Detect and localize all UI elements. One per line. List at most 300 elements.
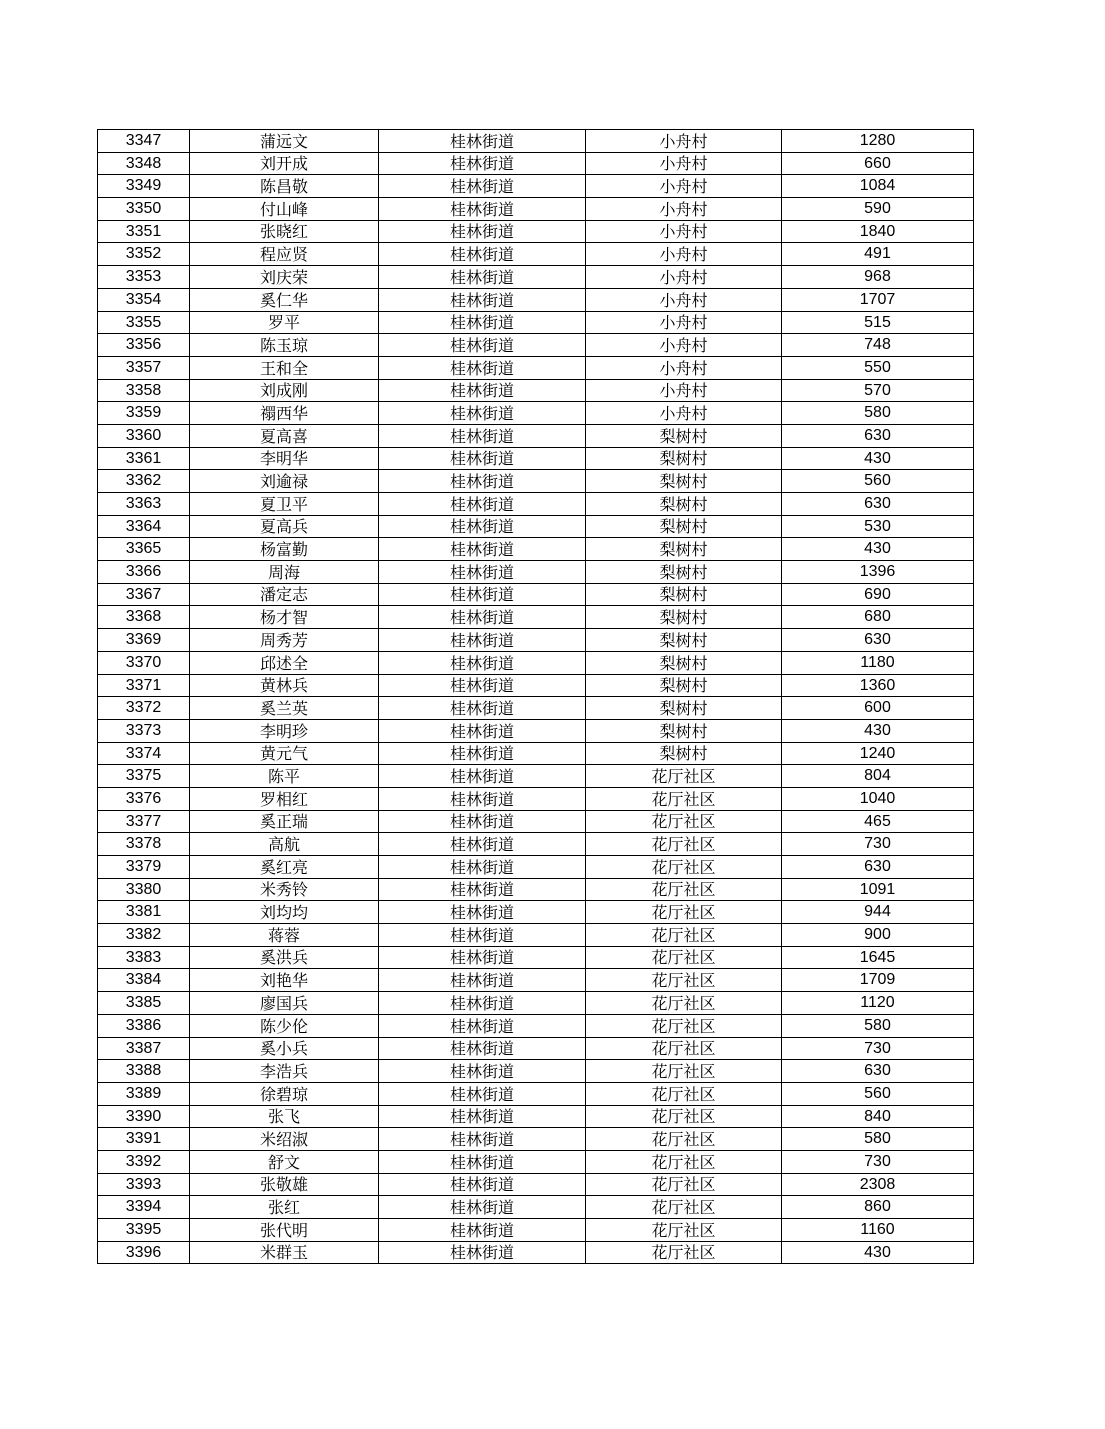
person-name-cell: 蒋蓉 — [190, 924, 379, 947]
row-number-cell: 3366 — [98, 561, 190, 584]
village-cell: 梨树村 — [586, 447, 782, 470]
amount-cell: 580 — [782, 1014, 974, 1037]
street-cell: 桂林街道 — [379, 130, 586, 153]
table-row — [98, 356, 974, 379]
amount-cell: 968 — [782, 266, 974, 289]
amount-cell: 560 — [782, 1082, 974, 1105]
person-name-cell: 张飞 — [190, 1105, 379, 1128]
person-name-cell: 陈玉琼 — [190, 334, 379, 357]
table-row — [98, 220, 974, 243]
amount-cell: 730 — [782, 1037, 974, 1060]
person-name-cell: 夏高兵 — [190, 515, 379, 538]
village-cell: 梨树村 — [586, 583, 782, 606]
amount-cell: 580 — [782, 402, 974, 425]
row-number-cell: 3390 — [98, 1105, 190, 1128]
village-cell: 小舟村 — [586, 288, 782, 311]
person-name-cell: 王和全 — [190, 356, 379, 379]
amount-cell: 730 — [782, 833, 974, 856]
row-number-cell: 3357 — [98, 356, 190, 379]
street-cell: 桂林街道 — [379, 243, 586, 266]
amount-cell: 690 — [782, 583, 974, 606]
table-row — [98, 1037, 974, 1060]
person-name-cell: 米绍淑 — [190, 1128, 379, 1151]
street-cell: 桂林街道 — [379, 1037, 586, 1060]
village-cell: 花厅社区 — [586, 787, 782, 810]
table-row — [98, 651, 974, 674]
amount-cell: 1160 — [782, 1219, 974, 1242]
person-name-cell: 黄林兵 — [190, 674, 379, 697]
person-name-cell: 邱述全 — [190, 651, 379, 674]
person-name-cell: 付山峰 — [190, 198, 379, 221]
street-cell: 桂林街道 — [379, 1196, 586, 1219]
table-row — [98, 175, 974, 198]
row-number-cell: 3388 — [98, 1060, 190, 1083]
row-number-cell: 3376 — [98, 787, 190, 810]
row-number-cell: 3352 — [98, 243, 190, 266]
table-row — [98, 198, 974, 221]
table-row — [98, 878, 974, 901]
street-cell: 桂林街道 — [379, 288, 586, 311]
street-cell: 桂林街道 — [379, 674, 586, 697]
amount-cell: 680 — [782, 606, 974, 629]
street-cell: 桂林街道 — [379, 1219, 586, 1242]
amount-cell: 430 — [782, 538, 974, 561]
village-cell: 花厅社区 — [586, 1014, 782, 1037]
person-name-cell: 潘定志 — [190, 583, 379, 606]
street-cell: 桂林街道 — [379, 266, 586, 289]
village-cell: 花厅社区 — [586, 1060, 782, 1083]
table-row — [98, 515, 974, 538]
table-row — [98, 1082, 974, 1105]
amount-cell: 580 — [782, 1128, 974, 1151]
amount-cell: 1840 — [782, 220, 974, 243]
village-cell: 花厅社区 — [586, 810, 782, 833]
row-number-cell: 3351 — [98, 220, 190, 243]
row-number-cell: 3370 — [98, 651, 190, 674]
table-row — [98, 379, 974, 402]
street-cell: 桂林街道 — [379, 175, 586, 198]
amount-cell: 550 — [782, 356, 974, 379]
village-cell: 梨树村 — [586, 629, 782, 652]
street-cell: 桂林街道 — [379, 946, 586, 969]
person-name-cell: 李浩兵 — [190, 1060, 379, 1083]
table-row — [98, 833, 974, 856]
street-cell: 桂林街道 — [379, 538, 586, 561]
person-name-cell: 陈昌敬 — [190, 175, 379, 198]
amount-cell: 630 — [782, 424, 974, 447]
table-row — [98, 1196, 974, 1219]
person-name-cell: 刘逾禄 — [190, 470, 379, 493]
village-cell: 小舟村 — [586, 311, 782, 334]
amount-cell: 560 — [782, 470, 974, 493]
village-cell: 小舟村 — [586, 198, 782, 221]
village-cell: 梨树村 — [586, 719, 782, 742]
table-row — [98, 1173, 974, 1196]
street-cell: 桂林街道 — [379, 1060, 586, 1083]
table-row — [98, 946, 974, 969]
village-cell: 梨树村 — [586, 697, 782, 720]
village-cell: 梨树村 — [586, 674, 782, 697]
row-number-cell: 3358 — [98, 379, 190, 402]
amount-cell: 600 — [782, 697, 974, 720]
amount-cell: 570 — [782, 379, 974, 402]
row-number-cell: 3369 — [98, 629, 190, 652]
person-name-cell: 廖国兵 — [190, 992, 379, 1015]
street-cell: 桂林街道 — [379, 447, 586, 470]
village-cell: 花厅社区 — [586, 924, 782, 947]
row-number-cell: 3394 — [98, 1196, 190, 1219]
street-cell: 桂林街道 — [379, 493, 586, 516]
village-cell: 花厅社区 — [586, 969, 782, 992]
table-row — [98, 470, 974, 493]
table-row — [98, 1105, 974, 1128]
village-cell: 小舟村 — [586, 220, 782, 243]
table-row — [98, 152, 974, 175]
street-cell: 桂林街道 — [379, 470, 586, 493]
person-name-cell: 黄元气 — [190, 742, 379, 765]
row-number-cell: 3391 — [98, 1128, 190, 1151]
person-name-cell: 李明华 — [190, 447, 379, 470]
street-cell: 桂林街道 — [379, 1173, 586, 1196]
village-cell: 小舟村 — [586, 243, 782, 266]
amount-cell: 430 — [782, 719, 974, 742]
person-name-cell: 刘庆荣 — [190, 266, 379, 289]
person-name-cell: 徐碧琼 — [190, 1082, 379, 1105]
amount-cell: 860 — [782, 1196, 974, 1219]
table-row — [98, 992, 974, 1015]
street-cell: 桂林街道 — [379, 719, 586, 742]
table-row — [98, 787, 974, 810]
table-row — [98, 288, 974, 311]
street-cell: 桂林街道 — [379, 901, 586, 924]
table-row — [98, 1128, 974, 1151]
village-cell: 小舟村 — [586, 266, 782, 289]
table-row — [98, 266, 974, 289]
amount-cell: 2308 — [782, 1173, 974, 1196]
row-number-cell: 3378 — [98, 833, 190, 856]
village-cell: 梨树村 — [586, 651, 782, 674]
amount-cell: 630 — [782, 493, 974, 516]
table-row — [98, 334, 974, 357]
person-name-cell: 禤西华 — [190, 402, 379, 425]
person-name-cell: 奚小兵 — [190, 1037, 379, 1060]
amount-cell: 1709 — [782, 969, 974, 992]
person-name-cell: 奚红亮 — [190, 856, 379, 879]
person-name-cell: 程应贤 — [190, 243, 379, 266]
row-number-cell: 3368 — [98, 606, 190, 629]
table-row — [98, 243, 974, 266]
amount-cell: 944 — [782, 901, 974, 924]
person-name-cell: 周秀芳 — [190, 629, 379, 652]
person-name-cell: 杨富勤 — [190, 538, 379, 561]
street-cell: 桂林街道 — [379, 651, 586, 674]
table-row — [98, 1060, 974, 1083]
row-number-cell: 3379 — [98, 856, 190, 879]
table-row — [98, 742, 974, 765]
person-name-cell: 奚仁华 — [190, 288, 379, 311]
amount-cell: 1040 — [782, 787, 974, 810]
village-cell: 梨树村 — [586, 424, 782, 447]
village-cell: 梨树村 — [586, 538, 782, 561]
street-cell: 桂林街道 — [379, 787, 586, 810]
village-cell: 梨树村 — [586, 470, 782, 493]
row-number-cell: 3385 — [98, 992, 190, 1015]
amount-cell: 660 — [782, 152, 974, 175]
street-cell: 桂林街道 — [379, 379, 586, 402]
person-name-cell: 张晓红 — [190, 220, 379, 243]
table-row — [98, 606, 974, 629]
person-name-cell: 蒲远文 — [190, 130, 379, 153]
person-name-cell: 刘艳华 — [190, 969, 379, 992]
row-number-cell: 3362 — [98, 470, 190, 493]
row-number-cell: 3374 — [98, 742, 190, 765]
row-number-cell: 3386 — [98, 1014, 190, 1037]
row-number-cell: 3372 — [98, 697, 190, 720]
table-row — [98, 538, 974, 561]
table-row — [98, 810, 974, 833]
amount-cell: 900 — [782, 924, 974, 947]
row-number-cell: 3347 — [98, 130, 190, 153]
person-name-cell: 陈少伦 — [190, 1014, 379, 1037]
amount-cell: 1240 — [782, 742, 974, 765]
amount-cell: 730 — [782, 1150, 974, 1173]
street-cell: 桂林街道 — [379, 810, 586, 833]
amount-cell: 1084 — [782, 175, 974, 198]
village-cell: 花厅社区 — [586, 1037, 782, 1060]
amount-cell: 840 — [782, 1105, 974, 1128]
table-row — [98, 901, 974, 924]
village-cell: 花厅社区 — [586, 901, 782, 924]
person-name-cell: 奚兰英 — [190, 697, 379, 720]
roster-table — [97, 129, 974, 1264]
row-number-cell: 3381 — [98, 901, 190, 924]
amount-cell: 804 — [782, 765, 974, 788]
village-cell: 小舟村 — [586, 379, 782, 402]
table-row — [98, 1150, 974, 1173]
street-cell: 桂林街道 — [379, 515, 586, 538]
row-number-cell: 3373 — [98, 719, 190, 742]
street-cell: 桂林街道 — [379, 334, 586, 357]
table-row — [98, 674, 974, 697]
village-cell: 花厅社区 — [586, 1128, 782, 1151]
amount-cell: 491 — [782, 243, 974, 266]
amount-cell: 1707 — [782, 288, 974, 311]
table-row — [98, 561, 974, 584]
village-cell: 花厅社区 — [586, 1196, 782, 1219]
amount-cell: 515 — [782, 311, 974, 334]
street-cell: 桂林街道 — [379, 583, 586, 606]
table-row — [98, 1219, 974, 1242]
street-cell: 桂林街道 — [379, 924, 586, 947]
person-name-cell: 夏高喜 — [190, 424, 379, 447]
row-number-cell: 3383 — [98, 946, 190, 969]
village-cell: 花厅社区 — [586, 833, 782, 856]
street-cell: 桂林街道 — [379, 1150, 586, 1173]
person-name-cell: 舒文 — [190, 1150, 379, 1173]
amount-cell: 590 — [782, 198, 974, 221]
amount-cell: 630 — [782, 629, 974, 652]
table-row — [98, 765, 974, 788]
row-number-cell: 3355 — [98, 311, 190, 334]
row-number-cell: 3360 — [98, 424, 190, 447]
row-number-cell: 3377 — [98, 810, 190, 833]
village-cell: 花厅社区 — [586, 878, 782, 901]
street-cell: 桂林街道 — [379, 424, 586, 447]
person-name-cell: 米秀铃 — [190, 878, 379, 901]
table-row — [98, 969, 974, 992]
street-cell: 桂林街道 — [379, 220, 586, 243]
street-cell: 桂林街道 — [379, 1105, 586, 1128]
street-cell: 桂林街道 — [379, 198, 586, 221]
row-number-cell: 3364 — [98, 515, 190, 538]
street-cell: 桂林街道 — [379, 606, 586, 629]
table-row — [98, 719, 974, 742]
table-row — [98, 447, 974, 470]
amount-cell: 465 — [782, 810, 974, 833]
row-number-cell: 3392 — [98, 1150, 190, 1173]
row-number-cell: 3359 — [98, 402, 190, 425]
amount-cell: 630 — [782, 1060, 974, 1083]
amount-cell: 1091 — [782, 878, 974, 901]
row-number-cell: 3367 — [98, 583, 190, 606]
table-row — [98, 493, 974, 516]
person-name-cell: 米群玉 — [190, 1241, 379, 1264]
person-name-cell: 刘开成 — [190, 152, 379, 175]
table-row — [98, 924, 974, 947]
street-cell: 桂林街道 — [379, 1241, 586, 1264]
street-cell: 桂林街道 — [379, 561, 586, 584]
village-cell: 小舟村 — [586, 130, 782, 153]
amount-cell: 1280 — [782, 130, 974, 153]
amount-cell: 1360 — [782, 674, 974, 697]
row-number-cell: 3389 — [98, 1082, 190, 1105]
row-number-cell: 3365 — [98, 538, 190, 561]
roster-table-body — [98, 130, 974, 1264]
amount-cell: 630 — [782, 856, 974, 879]
table-row — [98, 697, 974, 720]
table-row — [98, 402, 974, 425]
person-name-cell: 陈平 — [190, 765, 379, 788]
person-name-cell: 奚正瑞 — [190, 810, 379, 833]
row-number-cell: 3384 — [98, 969, 190, 992]
village-cell: 小舟村 — [586, 175, 782, 198]
village-cell: 花厅社区 — [586, 1150, 782, 1173]
person-name-cell: 夏卫平 — [190, 493, 379, 516]
table-row — [98, 1014, 974, 1037]
village-cell: 小舟村 — [586, 356, 782, 379]
street-cell: 桂林街道 — [379, 856, 586, 879]
amount-cell: 530 — [782, 515, 974, 538]
street-cell: 桂林街道 — [379, 1128, 586, 1151]
amount-cell: 748 — [782, 334, 974, 357]
table-row — [98, 583, 974, 606]
row-number-cell: 3396 — [98, 1241, 190, 1264]
table-row — [98, 130, 974, 153]
person-name-cell: 罗平 — [190, 311, 379, 334]
amount-cell: 1120 — [782, 992, 974, 1015]
table-row — [98, 856, 974, 879]
village-cell: 花厅社区 — [586, 1105, 782, 1128]
village-cell: 梨树村 — [586, 742, 782, 765]
street-cell: 桂林街道 — [379, 878, 586, 901]
row-number-cell: 3395 — [98, 1219, 190, 1242]
street-cell: 桂林街道 — [379, 1014, 586, 1037]
village-cell: 小舟村 — [586, 152, 782, 175]
village-cell: 梨树村 — [586, 493, 782, 516]
row-number-cell: 3371 — [98, 674, 190, 697]
street-cell: 桂林街道 — [379, 697, 586, 720]
row-number-cell: 3356 — [98, 334, 190, 357]
street-cell: 桂林街道 — [379, 765, 586, 788]
amount-cell: 1180 — [782, 651, 974, 674]
amount-cell: 1396 — [782, 561, 974, 584]
village-cell: 花厅社区 — [586, 992, 782, 1015]
village-cell: 花厅社区 — [586, 1173, 782, 1196]
row-number-cell: 3348 — [98, 152, 190, 175]
row-number-cell: 3350 — [98, 198, 190, 221]
street-cell: 桂林街道 — [379, 402, 586, 425]
village-cell: 小舟村 — [586, 334, 782, 357]
amount-cell: 430 — [782, 447, 974, 470]
row-number-cell: 3382 — [98, 924, 190, 947]
table-row — [98, 311, 974, 334]
village-cell: 花厅社区 — [586, 1219, 782, 1242]
row-number-cell: 3387 — [98, 1037, 190, 1060]
village-cell: 花厅社区 — [586, 946, 782, 969]
person-name-cell: 李明珍 — [190, 719, 379, 742]
street-cell: 桂林街道 — [379, 356, 586, 379]
table-row — [98, 424, 974, 447]
person-name-cell: 杨才智 — [190, 606, 379, 629]
table-row — [98, 1241, 974, 1264]
row-number-cell: 3361 — [98, 447, 190, 470]
street-cell: 桂林街道 — [379, 152, 586, 175]
village-cell: 花厅社区 — [586, 856, 782, 879]
amount-cell: 430 — [782, 1241, 974, 1264]
village-cell: 梨树村 — [586, 606, 782, 629]
row-number-cell: 3363 — [98, 493, 190, 516]
person-name-cell: 奚洪兵 — [190, 946, 379, 969]
village-cell: 梨树村 — [586, 515, 782, 538]
village-cell: 花厅社区 — [586, 765, 782, 788]
person-name-cell: 高航 — [190, 833, 379, 856]
row-number-cell: 3349 — [98, 175, 190, 198]
village-cell: 花厅社区 — [586, 1082, 782, 1105]
street-cell: 桂林街道 — [379, 833, 586, 856]
row-number-cell: 3354 — [98, 288, 190, 311]
row-number-cell: 3380 — [98, 878, 190, 901]
village-cell: 小舟村 — [586, 402, 782, 425]
street-cell: 桂林街道 — [379, 311, 586, 334]
amount-cell: 1645 — [782, 946, 974, 969]
person-name-cell: 刘均均 — [190, 901, 379, 924]
street-cell: 桂林街道 — [379, 992, 586, 1015]
person-name-cell: 张红 — [190, 1196, 379, 1219]
village-cell: 梨树村 — [586, 561, 782, 584]
street-cell: 桂林街道 — [379, 742, 586, 765]
person-name-cell: 刘成刚 — [190, 379, 379, 402]
person-name-cell: 周海 — [190, 561, 379, 584]
village-cell: 花厅社区 — [586, 1241, 782, 1264]
person-name-cell: 张敬雄 — [190, 1173, 379, 1196]
row-number-cell: 3353 — [98, 266, 190, 289]
table-row — [98, 629, 974, 652]
row-number-cell: 3393 — [98, 1173, 190, 1196]
street-cell: 桂林街道 — [379, 969, 586, 992]
row-number-cell: 3375 — [98, 765, 190, 788]
person-name-cell: 张代明 — [190, 1219, 379, 1242]
street-cell: 桂林街道 — [379, 629, 586, 652]
